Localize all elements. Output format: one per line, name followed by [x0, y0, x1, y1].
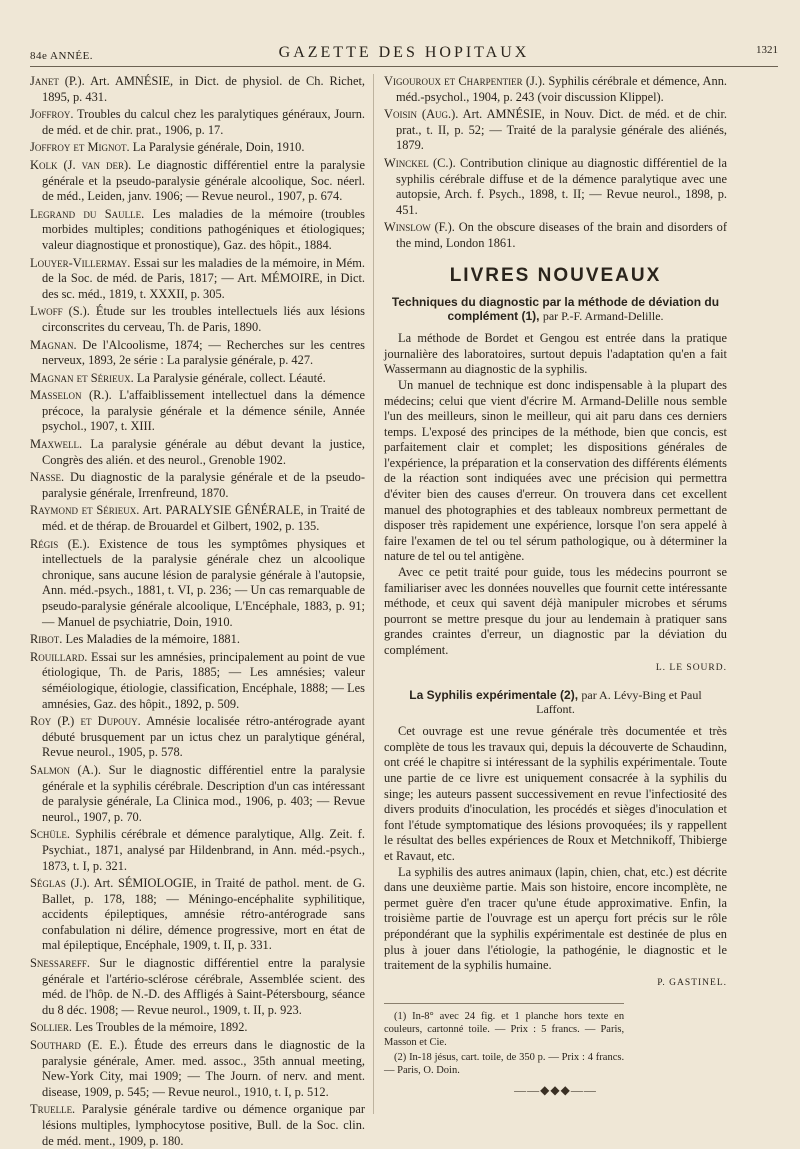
reference-text: L'affaiblissement intellectuel dans la démence précoce, la paralysie générale et la démence sénile, Année psychol., 1907, t. XIII. [42, 388, 365, 434]
reference-author: Lwoff (S.). [30, 304, 90, 319]
reference-entry [30, 827, 365, 874]
reference-author: Maxwell. [30, 437, 83, 452]
reference-text: Le diagnostic différentiel entre la paralysie générale et la pseudo-paralysie générale alcoolique, Soc. néerl. de méd., Leiden, janv. 1906; — Revue neurol., 1907, p. 674. [42, 157, 365, 204]
reference-entry [30, 956, 365, 1018]
page-header [30, 44, 778, 67]
reference-author: Rouillard. [30, 649, 88, 664]
reference-text: Art. AMNÉSIE, in Dict. de physiol. de Ch. Richet, 1895, p. 431. [42, 74, 365, 104]
reference-text: Étude des erreurs dans le diagnostic de la paralysie générale, Amer. med. assoc., 35th annual meeting, New-York City, mai 1909; — The Journ. of nerv. and ment. disease, 1909, p. 545; — Revue neurol., 1910, t. I, p. 512. [42, 1038, 365, 1099]
reference-author: Magnan et Sérieux. [30, 370, 134, 385]
review-signature: P. GASTINEL. [657, 977, 727, 988]
reference-author: Raymond et Sérieux. [30, 503, 140, 518]
review-byline: par A. Lévy-Bing et Paul Laffont. [536, 688, 702, 717]
reference-author: Joffroy et Mignot. [30, 140, 130, 155]
reference-author: Kolk (J. van der). [30, 157, 132, 172]
reference-entry [30, 876, 365, 954]
reference-text: Syphilis cérébrale et démence paralytique, Allg. Zeit. f. Psychiat., 1871, analysé par Hildenbrand, in Ann. méd.-psych., 1873, t. I, p. 321. [42, 827, 365, 873]
reference-author: Winckel (C.). [384, 155, 456, 170]
footnote: (2) In-18 jésus, cart. toile, de 350 p. — Prix : 4 francs. — Paris, O. Doin. [384, 1052, 625, 1077]
bibliography-list-left [30, 74, 365, 1149]
review-article [384, 295, 727, 676]
section-title: LIVRES NOUVEAUX [449, 264, 662, 286]
reference-entry [30, 207, 365, 254]
reference-text: Art. PARALYSIE GÉNÉRALE, in Traité de méd. et de thérap. de Brouardel et Gilbert, 1902, p. 135. [42, 503, 365, 534]
reference-entry [30, 632, 365, 648]
reference-author: Roy (P.) et Dupouy. [30, 714, 141, 729]
reference-entry [30, 437, 365, 468]
review-title-text: La Syphilis expérimentale (2), [409, 688, 579, 703]
reference-text: De l'Alcoolisme, 1874; — Recherches sur les centres nerveux, 1893, 2e série : La paralysie générale, p. 427. [42, 337, 365, 368]
reference-entry [384, 74, 727, 105]
end-ornament: ——◆◆◆—— [514, 1083, 597, 1098]
reference-text: Amnésie localisée rétro-antérograde ayant débuté brusquement par un ictus chez un paralytique général, Revue neurol., 1905, p. 578. [42, 714, 365, 760]
reference-author: Southard (E. E.). [30, 1038, 128, 1053]
reference-entry [30, 503, 365, 534]
reference-entry [384, 107, 727, 154]
right-column [384, 74, 727, 1124]
reference-entry [30, 714, 365, 761]
reference-entry [384, 156, 727, 218]
journal-title: GAZETTE DES HOPITAUX [278, 44, 530, 61]
reference-author: Louyer-Villermay. [30, 255, 131, 270]
reference-author: Vigouroux et Charpentier (J.). [384, 74, 546, 88]
reference-entry [384, 220, 727, 251]
reference-text: La Paralysie générale, collect. Léauté. [136, 370, 326, 385]
reference-text: Art. AMNÉSIE, in Nouv. Dict. de méd. et de chir. prat., t. II, p. 52; — Traité de la paralysie générale des aliénés, 1879. [396, 107, 727, 153]
reference-author: Séglas (J.). [30, 876, 90, 891]
reference-text: La paralysie générale au début devant la justice, Congrès des alién. et des neurol., Grenoble 1902. [42, 437, 365, 467]
review-signature-line [384, 659, 727, 677]
reference-text: La Paralysie générale, Doin, 1910. [132, 140, 305, 155]
review-title-text: Techniques du diagnostic par la méthode de déviation du complément (1), [391, 295, 720, 324]
review-paragraph: Cet ouvrage est une revue générale très documentée et très complète de tous les travaux qui, depuis la découverte de Schaudinn, ont créé le chapitre si intéressant de la syphilis expérimentale. Toute une partie de ce livre est uniquement consacrée à la syphilis du singe; les auteurs passent successivement en revue l'infectiosité des divers produits d'inoculation, les procédés et sièges d'inoculation et font l'étude symptomatique des lésions provoquées; ils y rappellent le résultat des belles expériences de Roux et Metchnikoff, Thibierge et Ravaut, etc. [384, 724, 727, 863]
page-number: 1321 [756, 44, 778, 56]
reference-author: Nasse. [30, 470, 65, 485]
review-signature-line [384, 974, 727, 992]
reference-author: Joffroy. [30, 107, 74, 122]
review-paragraph: Avec ce petit traité pour guide, tous les médecins pourront se familiariser avec les données nouvelles que fournit cette intéressante méthode, et ceux qui savent déjà manipuler microbes et sérums pourront se mettre presque du jour au lendemain à pratiquer sans grandes craintes d'erreur, un diagnostic par la déviation du complément. [384, 565, 727, 657]
reference-text: Essai sur les amnésies, principalement au point de vue étiologique, Th. de Paris, 1885; — Les amnésies; valeur séméiologique, étiologie, classification, Encéphale, 1888; — Les amnésies, Gaz. des hôpit., 1892, p. 509. [42, 649, 365, 711]
reference-entry [30, 107, 365, 138]
reference-entry [30, 537, 365, 631]
reference-author: Magnan. [30, 337, 77, 352]
review-signature: L. LE SOURD. [655, 662, 727, 673]
reference-text: On the obscure diseases of the brain and disorders of the mind, London 1861. [396, 220, 727, 250]
reference-entry [30, 256, 365, 303]
review-byline: par P.-F. Armand-Delille. [542, 309, 664, 324]
reference-author: Janet (P.). [30, 74, 85, 88]
reference-author: Salmon (A.). [30, 762, 101, 777]
reference-entry [30, 650, 365, 712]
reference-author: Legrand du Saulle. [30, 206, 145, 221]
review-paragraph: Un manuel de technique est donc indispensable à la plupart des médecins; celui que vient d'écrire M. Armand-Delille nous semble l'un des meilleurs, sinon le meilleur, qui ait paru dans ces derniers temps. L'exposé des principes de la méthode, bien que concis, est parfaitement clair et complet; les dispositions générales de l'expérience, la préparation et la conservation des différents éléments de la réaction sont indiquées avec une précision qui permettra d'éviter bien des causes d'erreur. On trouvera dans cet excellent manuel des photographies et des tableaux nombreux permettant de disposer très rapidement une expérience, lorsque l'on sera appelé à faire l'examen de tel ou tel sérum pathologique, ou à déterminer la nature de tel ou tel antigène. [384, 377, 727, 564]
reference-author: Ribot. [30, 632, 63, 647]
reference-entry [30, 371, 365, 387]
year-label: 84e ANNÉE. [30, 50, 94, 62]
reference-entry [30, 1102, 365, 1149]
reference-entry [30, 388, 365, 435]
review-article [384, 688, 727, 991]
reference-text: Contribution clinique au diagnostic différentiel de la syphilis cérébrale diffuse et de la démence paralytique avec une autopsie, Arch. f. Psych., 1898, t. II; — Revue neurol., 1898, p. 451. [396, 155, 727, 217]
reference-author: Régis (E.). [30, 536, 90, 551]
reference-author: Winslow (F.). [384, 220, 455, 235]
reference-text: Sur le diagnostic différentiel entre la paralysie générale et l'artério-sclérose cérébrale, Assemblée scient. des méd. de l'hôp. de N.-D. des Affligés à Saint-Pétersbourg, séance du 8 déc. 1908; — Revue neurol., 1909, t. II, p. 923. [42, 956, 365, 1017]
reference-entry [30, 74, 365, 105]
reference-entry [30, 763, 365, 825]
reference-entry [30, 140, 365, 156]
reference-text: Les Maladies de la mémoire, 1881. [65, 632, 240, 647]
footnote: (1) In-8° avec 24 fig. et 1 planche hors texte en couleurs, cartonné toile. — Prix : 5 francs. — Paris, Masson et Cie. [384, 1011, 625, 1049]
reference-author: Schüle. [30, 827, 70, 842]
reference-entry [30, 1038, 365, 1100]
reference-text: Syphilis cérébrale et démence, Ann. méd.-psychol., 1904, p. 243 (voir discussion Klippel). [396, 74, 727, 104]
reference-author: Truelle. [30, 1102, 76, 1117]
reference-author: Voisin (Aug.). [384, 107, 459, 122]
reference-text: Art. SÉMIOLOGIE, in Traité de pathol. ment. de G. Ballet, p. 178, 188; — Méningo-encéphalite syphilitique, accidents épileptiques, amnésie rétro-antérograde sans confabulation ni délire, démence progressive, mort en état de mal épileptique, Encéphale, 1909, t. II, p. 331. [42, 876, 365, 953]
footnotes [384, 1003, 624, 1077]
reference-author: Snessareff. [30, 956, 91, 971]
reference-author: Sollier. [30, 1020, 72, 1035]
left-column [30, 74, 366, 1148]
reference-text: Les maladies de la mémoire (troubles morbides multiples; conditions pathogéniques et étiologiques; valeur diagnostique et pronostique), Gaz. des hôpit., 1884. [42, 206, 365, 252]
reference-author: Masselon (R.). [30, 388, 112, 403]
book-reviews [384, 295, 727, 991]
review-paragraph: La syphilis des autres animaux (lapin, chien, chat, etc.) est décrite dans une deuxième partie. Mais son histoire, encore incomplète, ne permet guère d'en tracer qu'une étude approximative. Enfin, la troisième partie de l'ouvrage est un aperçu fort précis sur le rôle prépondérant que la syphilis expérimentale est destinée de plus en plus à jouer dans l'étiologie, la pathogénie, le diagnostic et le traitement de la syphilis humaine. [384, 864, 727, 973]
reference-text: Troubles du calcul chez les paralytiques généraux, Journ. de méd. et de chir. prat., 1906, p. 17. [42, 107, 366, 137]
reference-text: Existence de tous les symptômes physiques et intellectuels de la paralysie générale chez un alcoolique chronique, sans aucune lésion de paralysie générale à l'autopsie, Ann. méd.-psych., 1881, t. VI, p. 236; — Un cas remarquable de pseudo-paralysie générale alcoolique, L'Encéphale, 1883, p. 91; — Manuel de psychiatrie, Doin, 1910. [42, 536, 365, 629]
reference-text: Essai sur les maladies de la mémoire, in Mém. de la Soc. de méd. de Paris, 1817; — Art. MÉMOIRE, in Dict. des sc. méd., 1819, t. XXXII, p. 305. [42, 255, 365, 301]
reference-text: Paralysie générale tardive ou démence organique par lésions multiples, lymphocytose positive, Bull. de la Soc. clin. de méd. ment., 1909, p. 180. [42, 1102, 365, 1148]
reference-text: Les Troubles de la mémoire, 1892. [75, 1020, 248, 1035]
review-title [390, 295, 721, 323]
review-title [390, 688, 721, 716]
reference-entry [30, 470, 365, 501]
bibliography-list-right [384, 74, 727, 252]
reference-text: Sur le diagnostic différentiel entre la paralysie générale et la syphilis cérébrale. Description d'un cas intéressant de paralysie générale, La Clinica mod., 1906, p. 403; — Revue neurol., 1907, p. 70. [42, 762, 365, 824]
reference-text: Étude sur les troubles intellectuels liés aux lésions circonscrites du cerveau, Th. de Paris, 1890. [42, 304, 365, 334]
reference-entry [30, 158, 365, 205]
reference-entry [30, 304, 365, 335]
reference-entry [30, 1020, 365, 1036]
column-divider [373, 74, 374, 1114]
reference-entry [30, 338, 365, 369]
reference-text: Du diagnostic de la paralysie générale et de la pseudo-paralysie générale, Irrenfreund, 1870. [42, 470, 365, 500]
review-paragraph: La méthode de Bordet et Gengou est entrée dans la pratique journalière des laboratoires, surtout depuis l'adaptation qu'en a fait Wassermann au diagnostic de la syphilis. [384, 331, 727, 377]
